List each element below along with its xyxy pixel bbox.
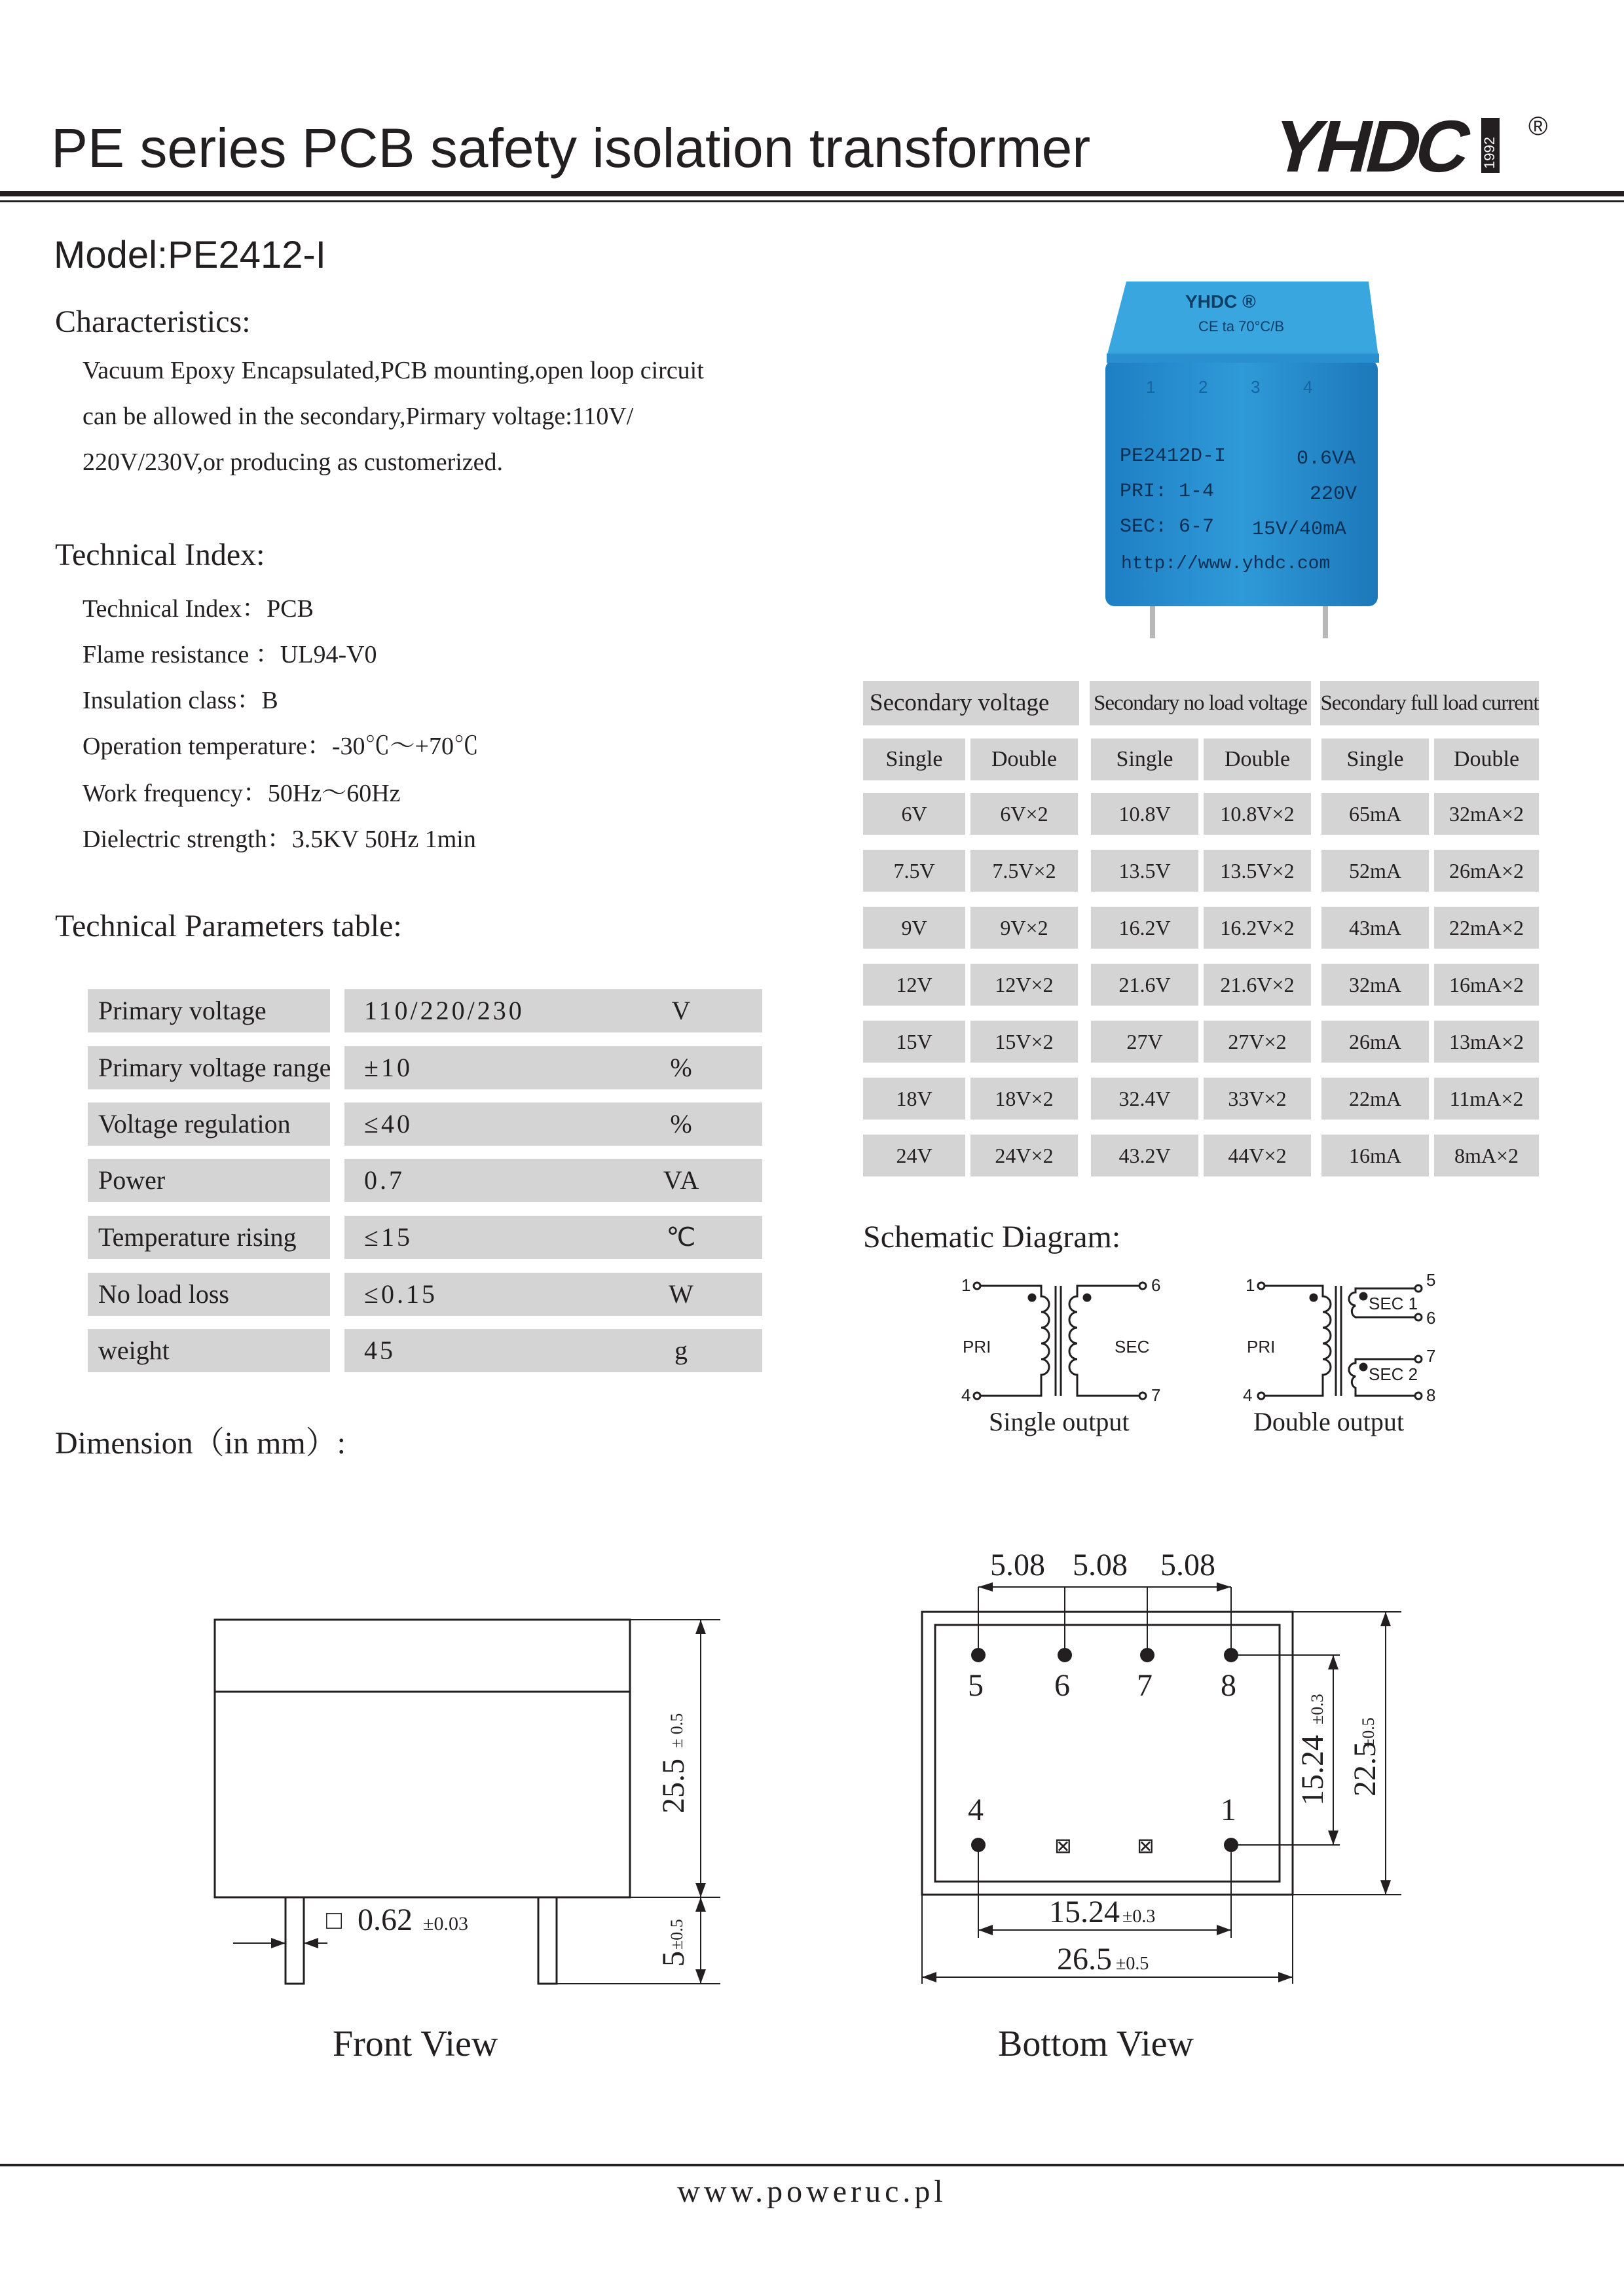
table-cell: 44V×2 <box>1204 1135 1311 1176</box>
param-name: weight <box>88 1329 330 1372</box>
param-name: Temperature rising <box>88 1216 330 1259</box>
table-cell: 65mA <box>1321 793 1429 835</box>
table-header: Secondary no load voltage <box>1090 681 1311 725</box>
pin-label: 1 <box>1246 1275 1255 1295</box>
param-value: ≤40 <box>364 1109 413 1139</box>
sec2-label: SEC 2 <box>1369 1364 1418 1384</box>
pin-label: 8 <box>1426 1385 1436 1405</box>
photo-pin-number: 4 <box>1303 377 1313 397</box>
table-cell: 10.8V×2 <box>1204 793 1311 835</box>
photo-label-pri: PRI: 1-4 <box>1120 481 1215 503</box>
schematic-single <box>943 1270 1179 1417</box>
table-cell: 24V <box>863 1135 965 1176</box>
photo-pin-number: 3 <box>1251 377 1261 397</box>
param-value-cell <box>344 1216 762 1259</box>
param-name: Primary voltage range <box>88 1046 330 1089</box>
table-cell: 22mA×2 <box>1434 907 1539 949</box>
characteristics-heading: Characteristics: <box>55 304 251 339</box>
param-name: Power <box>88 1159 330 1202</box>
technical-index-line: Work frequency：50Hz～60Hz <box>83 780 401 807</box>
param-value-cell <box>344 989 762 1032</box>
table-cell: 43.2V <box>1091 1135 1198 1176</box>
table-cell: 26mA <box>1321 1021 1429 1063</box>
param-value: 0.7 <box>364 1165 405 1195</box>
unused-pin-mark: ⊠ <box>1054 1834 1072 1857</box>
table-cell: 32mA <box>1321 964 1429 1006</box>
table-cell: 6V×2 <box>970 793 1078 835</box>
table-cell: 22mA <box>1321 1078 1429 1120</box>
param-unit: % <box>670 1053 693 1082</box>
table-subheader: Single <box>1091 738 1198 780</box>
table-cell: 26mA×2 <box>1434 850 1539 892</box>
characteristics-line: 220V/230V,or producing as customerized. <box>83 448 504 476</box>
pin-label: 4 <box>1243 1385 1253 1405</box>
param-value-cell <box>344 1273 762 1316</box>
table-cell: 13mA×2 <box>1434 1021 1539 1063</box>
pin-label: 1 <box>961 1275 971 1295</box>
dim-pin-length: 5 <box>656 1951 691 1967</box>
param-name: Voltage regulation <box>88 1102 330 1146</box>
table-subheader: Double <box>1434 738 1539 780</box>
param-unit: % <box>670 1109 693 1139</box>
dimension-heading: Dimension（in mm）: <box>55 1426 346 1461</box>
pin-label: 4 <box>961 1385 971 1405</box>
bottom-view-drawing <box>897 1532 1421 2020</box>
pin-number: 1 <box>1221 1793 1236 1827</box>
sec-label: SEC <box>1115 1337 1150 1357</box>
table-cell: 21.6V <box>1091 964 1198 1006</box>
schematic-heading: Schematic Diagram: <box>863 1220 1121 1254</box>
yhdc-logo <box>1264 109 1565 184</box>
double-output-caption: Double output <box>1253 1407 1404 1436</box>
table-cell: 18V×2 <box>970 1078 1078 1120</box>
technical-index-line: Operation temperature：-30℃～+70℃ <box>83 733 479 760</box>
table-subheader: Single <box>1321 738 1429 780</box>
dim-pin-length-tol: ±0.5 <box>667 1919 686 1950</box>
table-cell: 13.5V×2 <box>1204 850 1311 892</box>
photo-label-power: 0.6VA <box>1297 448 1356 470</box>
technical-index-heading: Technical Index: <box>55 538 265 572</box>
header-rule-thin <box>0 200 1624 202</box>
pin-label: 6 <box>1426 1308 1436 1328</box>
dim-inner-width-tol: ±0.3 <box>1122 1906 1156 1927</box>
characteristics-line: can be allowed in the secondary,Pirmary voltage:110V/ <box>83 403 634 430</box>
dim-outer-height: 22.5 <box>1348 1741 1382 1796</box>
model-name: Model:PE2412-I <box>54 234 326 276</box>
dim-inner-width: 15.24 <box>1049 1895 1120 1929</box>
footer-url[interactable]: www.poweruc.pl <box>677 2174 947 2209</box>
dim-outer-width: 26.5 <box>1057 1942 1112 1977</box>
table-header: Secondary full load current <box>1320 681 1539 725</box>
pin-number: 7 <box>1137 1668 1153 1703</box>
param-value: ±10 <box>364 1053 413 1082</box>
header-rule <box>0 191 1624 196</box>
photo-pin-number: 2 <box>1198 377 1208 397</box>
dim-pin-size: 0.62 <box>358 1903 413 1937</box>
param-unit: W <box>669 1279 695 1309</box>
table-cell: 32.4V <box>1091 1078 1198 1120</box>
photo-label-output: 15V/40mA <box>1252 519 1347 541</box>
registered-mark: ® <box>1528 112 1548 141</box>
table-cell: 13.5V <box>1091 850 1198 892</box>
param-unit: ℃ <box>666 1222 697 1252</box>
characteristics-line: Vacuum Epoxy Encapsulated,PCB mounting,open loop circuit <box>83 357 704 384</box>
dim-pitch: 5.08 <box>990 1548 1045 1582</box>
table-cell: 16.2V <box>1091 907 1198 949</box>
table-header: Secondary voltage <box>863 681 1079 725</box>
table-cell: 8mA×2 <box>1434 1135 1539 1176</box>
dim-front-height-tol: ± 0.5 <box>667 1713 686 1748</box>
param-value: ≤0.15 <box>364 1279 437 1309</box>
pin-number: 4 <box>968 1793 984 1827</box>
dim-outer-width-tol: ±0.5 <box>1116 1954 1149 1974</box>
single-output-caption: Single output <box>989 1407 1130 1436</box>
table-subheader: Single <box>863 738 965 780</box>
table-cell: 32mA×2 <box>1434 793 1539 835</box>
photo-pin-number: 1 <box>1146 377 1156 397</box>
table-cell: 12V <box>863 964 965 1006</box>
pin-label: 7 <box>1426 1346 1436 1366</box>
param-value: ≤15 <box>364 1222 413 1252</box>
table-cell: 27V <box>1091 1021 1198 1063</box>
param-value: 45 <box>364 1336 396 1365</box>
table-cell: 21.6V×2 <box>1204 964 1311 1006</box>
param-value-cell <box>344 1329 762 1372</box>
footer-rule <box>0 2164 1624 2166</box>
front-view-caption: Front View <box>333 2024 498 2064</box>
page-title: PE series PCB safety isolation transformer <box>51 117 1091 179</box>
pin-size-symbol: □ <box>326 1905 342 1935</box>
table-cell: 27V×2 <box>1204 1021 1311 1063</box>
dim-inner-height-tol: ±0.3 <box>1308 1694 1327 1724</box>
table-cell: 16.2V×2 <box>1204 907 1311 949</box>
table-cell: 15V×2 <box>970 1021 1078 1063</box>
dim-pitch: 5.08 <box>1160 1548 1215 1582</box>
table-cell: 10.8V <box>1091 793 1198 835</box>
photo-label-url: http://www.yhdc.com <box>1121 554 1331 574</box>
param-value-cell <box>344 1102 762 1146</box>
photo-label-sec: SEC: 6-7 <box>1120 516 1215 538</box>
parameters-heading: Technical Parameters table: <box>55 909 402 943</box>
product-photo <box>1080 275 1395 642</box>
technical-index-line: Insulation class：B <box>83 687 278 714</box>
dim-outer-height-tol: ±0.5 <box>1359 1717 1378 1748</box>
param-value-cell <box>344 1159 762 1202</box>
bottom-view-caption: Bottom View <box>998 2024 1194 2064</box>
table-cell: 11mA×2 <box>1434 1078 1539 1120</box>
table-cell: 16mA <box>1321 1135 1429 1176</box>
technical-index-line: Dielectric strength：3.5KV 50Hz 1min <box>83 826 476 853</box>
pin-label: 5 <box>1426 1270 1436 1290</box>
photo-label-voltage: 220V <box>1310 483 1357 505</box>
pin-label: 7 <box>1151 1385 1161 1405</box>
table-cell: 7.5V×2 <box>970 850 1078 892</box>
pri-label: PRI <box>963 1337 991 1357</box>
table-cell: 43mA <box>1321 907 1429 949</box>
pin-number: 8 <box>1221 1668 1236 1703</box>
table-cell: 18V <box>863 1078 965 1120</box>
param-name: No load loss <box>88 1273 330 1316</box>
table-cell: 33V×2 <box>1204 1078 1311 1120</box>
table-cell: 9V <box>863 907 965 949</box>
pin-number: 6 <box>1054 1668 1070 1703</box>
pri-label: PRI <box>1247 1337 1276 1357</box>
dim-pin-size-tol: ±0.03 <box>423 1913 468 1935</box>
table-cell: 7.5V <box>863 850 965 892</box>
table-cell: 6V <box>863 793 965 835</box>
photo-brand: YHDC ® <box>1185 291 1256 312</box>
technical-index-line: Technical Index：PCB <box>83 595 314 623</box>
table-cell: 15V <box>863 1021 965 1063</box>
param-unit: V <box>671 996 692 1025</box>
photo-label-model: PE2412D-I <box>1120 445 1227 467</box>
param-value-cell <box>344 1046 762 1089</box>
schematic-double <box>1231 1270 1467 1417</box>
unused-pin-mark: ⊠ <box>1137 1834 1154 1857</box>
sec1-label: SEC 1 <box>1369 1294 1418 1313</box>
technical-index-line: Flame resistance ：UL94-V0 <box>83 641 377 668</box>
dim-pitch: 5.08 <box>1073 1548 1128 1582</box>
table-cell: 24V×2 <box>970 1135 1078 1176</box>
logo-year: 1992 <box>1481 137 1498 169</box>
pin-label: 6 <box>1151 1275 1161 1295</box>
dim-front-height: 25.5 <box>656 1758 691 1813</box>
dim-inner-height: 15.24 <box>1295 1735 1330 1806</box>
param-name: Primary voltage <box>88 989 330 1032</box>
table-cell: 9V×2 <box>970 907 1078 949</box>
logo-text: YHDC <box>1264 109 1477 181</box>
param-unit: VA <box>663 1165 701 1195</box>
table-cell: 16mA×2 <box>1434 964 1539 1006</box>
param-value: 110/220/230 <box>364 996 525 1025</box>
photo-cert: CE ta 70°C/B <box>1198 318 1285 335</box>
param-unit: g <box>674 1336 689 1365</box>
front-view-drawing <box>196 1597 760 2007</box>
pin-number: 5 <box>968 1668 984 1703</box>
table-subheader: Double <box>1204 738 1311 780</box>
table-cell: 52mA <box>1321 850 1429 892</box>
table-cell: 12V×2 <box>970 964 1078 1006</box>
table-subheader: Double <box>970 738 1078 780</box>
